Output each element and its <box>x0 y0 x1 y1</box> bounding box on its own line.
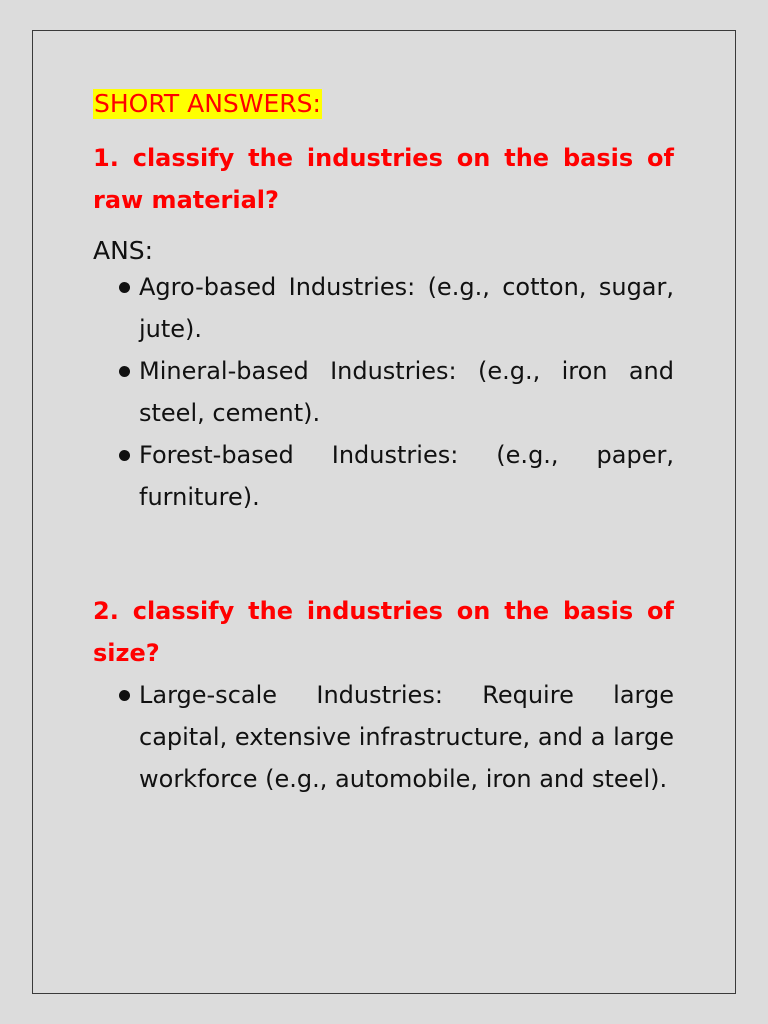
section-heading: SHORT ANSWERS: <box>94 89 321 118</box>
bullet-icon <box>119 450 130 461</box>
document-content <box>93 89 674 800</box>
list-item <box>93 266 674 350</box>
bullet-icon <box>119 690 130 701</box>
list-item <box>93 674 674 800</box>
document-page <box>32 30 736 994</box>
list-item <box>93 434 674 518</box>
list-item <box>93 350 674 434</box>
list-item-text: Agro-based Industries: (e.g., cotton, sugar, jute). <box>139 273 674 343</box>
list-item-text: Forest-based Industries: (e.g., paper, furniture). <box>139 441 674 511</box>
answer-list-1 <box>93 266 674 518</box>
answer-label: ANS: <box>93 236 154 265</box>
list-item-text: Mineral-based Industries: (e.g., iron and steel, cement). <box>139 357 674 427</box>
question-2: 2. classify the industries on the basis of size? <box>93 597 674 667</box>
bullet-icon <box>119 282 130 293</box>
question-1: 1. classify the industries on the basis of raw material? <box>93 144 674 214</box>
answer-list-2 <box>93 674 674 800</box>
bullet-icon <box>119 366 130 377</box>
list-item-text: Large-scale Industries: Require large capital, extensive infrastructure, and a large workforce (e.g., automobile, iron and steel). <box>139 681 674 793</box>
